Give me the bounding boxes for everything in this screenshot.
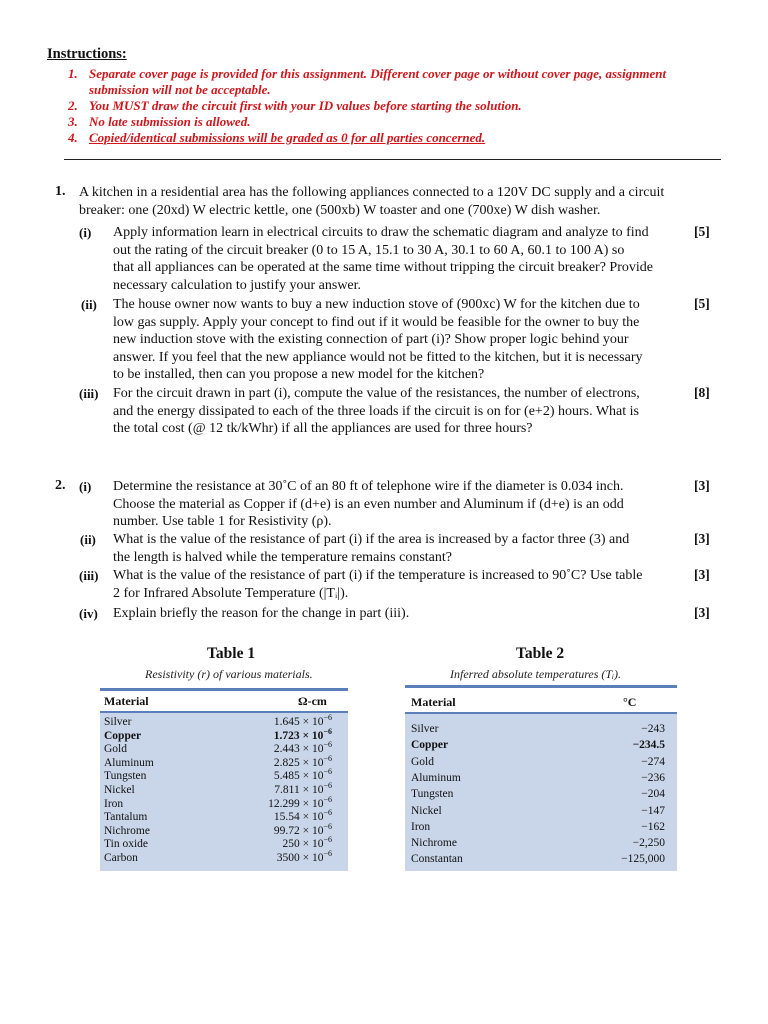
instruction-number: 3. — [68, 114, 78, 129]
table1-value-mantissa: 99.72 × 10 — [273, 824, 324, 837]
instruction-item — [68, 130, 748, 146]
table1-value-mantissa: 3500 × 10 — [276, 852, 324, 864]
instruction-item — [68, 114, 748, 130]
instruction-number: 4. — [68, 130, 78, 145]
table1-material-cell: Gold — [104, 743, 127, 756]
part-label: (i) — [79, 225, 92, 240]
part-line: Apply information learn in electrical circuits to draw the schematic diagram and analyze to find — [113, 225, 649, 240]
table1 — [100, 688, 348, 871]
table1-value-mantissa: 1.645 × 10 — [273, 716, 324, 728]
table1-value-exponent: −6 — [323, 781, 332, 791]
table2-value-cell: −234.5 — [632, 739, 665, 752]
instruction-text: Separate cover page is provided for this assignment. Different cover page or without cover page, assignment — [89, 66, 667, 81]
marks: [5] — [694, 224, 710, 239]
part-line: What is the value of the resistance of part (i) if the area is increased by a factor three (3) and — [113, 532, 630, 547]
part-line: to be installed, then can you propose a new model for the kitchen? — [113, 367, 485, 383]
table2-value-cell: −2,250 — [632, 837, 665, 850]
table1-value-exponent: −6 — [323, 740, 332, 750]
table2-value-cell: −147 — [641, 804, 665, 817]
table1-value-cell — [276, 849, 332, 865]
table1-value-mantissa: 2.443 × 10 — [273, 743, 324, 756]
table1-caption: Resistivity (r) of various materials. — [145, 667, 313, 681]
table2-material-cell: Silver — [411, 723, 439, 735]
part-line: new induction stove with the existing connection of part (i)? Show proper logic behind your — [113, 332, 629, 348]
part-line: out the rating of the circuit breaker (0 to 15 A, 15.1 to 30 A, 30.1 to 60 A, 60.1 to 100 A) so — [113, 242, 625, 258]
table1-value-exponent: −6 — [323, 821, 332, 831]
table1-material-cell: Carbon — [104, 852, 138, 864]
table1-title: Table 1 — [207, 645, 256, 662]
table2-material-cell: Gold — [411, 755, 434, 768]
instruction-text: You MUST draw the circuit first with your ID values before starting the solution. — [89, 98, 522, 113]
part-label: (ii) — [81, 297, 97, 312]
table2-col-unit: °C — [623, 695, 637, 709]
part-line: that all appliances can be operated at the same time without tripping the circuit breaker? Provide — [113, 260, 653, 276]
part-line: necessary calculation to justify your answer. — [113, 277, 362, 293]
table1-value-exponent: −6 — [323, 767, 332, 777]
table1-material-cell: Tantalum — [104, 811, 148, 824]
table1-value-exponent: −6 — [323, 849, 332, 859]
instruction-item — [68, 98, 748, 114]
table1-material-cell: Tungsten — [104, 770, 147, 783]
table2-title: Table 2 — [516, 645, 565, 662]
table1-material-cell: Nickel — [104, 784, 135, 796]
table1-value-mantissa: 15.54 × 10 — [273, 811, 324, 824]
instructions-title: Instructions: — [47, 46, 127, 62]
table2-value-cell: −243 — [641, 723, 665, 735]
divider — [64, 159, 721, 160]
table2-material-cell: Tungsten — [411, 788, 454, 801]
table2-col-material: Material — [411, 695, 456, 709]
table1-value-exponent: −6 — [323, 726, 332, 736]
table2-caption: Inferred absolute temperatures (Tᵢ). — [450, 667, 621, 681]
question-intro-line: A kitchen in a residential area has the following appliances connected to a 120V DC supply and a circuit — [79, 185, 665, 200]
table1-value-mantissa: 12.299 × 10 — [268, 797, 324, 810]
part-label: (iii) — [79, 568, 99, 583]
table1-material-cell: Tin oxide — [104, 838, 148, 851]
part-line: For the circuit drawn in part (i), compute the value of the resistances, the number of electrons, — [113, 386, 640, 401]
instruction-number: 1. — [68, 66, 78, 81]
table1-col-material: Material — [104, 694, 149, 708]
table1-value-exponent: −6 — [323, 713, 332, 723]
table2-material-cell: Nickel — [411, 804, 442, 817]
table1-value-mantissa: 5.485 × 10 — [273, 770, 324, 783]
part-line: Choose the material as Copper if (d+e) is an even number and Aluminum if (d+e) is an odd — [113, 496, 624, 512]
table2-material-cell: Iron — [411, 820, 431, 833]
table1-value-mantissa: 7.811 × 10 — [274, 784, 324, 796]
table1-col-unit: Ω-cm — [298, 694, 327, 708]
part-line: number. Use table 1 for Resistivity (ρ). — [113, 514, 332, 530]
table2 — [405, 685, 677, 871]
marks: [8] — [694, 385, 710, 400]
table1-value-exponent: −6 — [323, 753, 332, 763]
part-label: (iii) — [79, 386, 99, 401]
marks: [5] — [694, 296, 710, 311]
table2-value-cell: −162 — [641, 820, 665, 833]
marks: [3] — [694, 605, 710, 620]
table1-value-mantissa: 250 × 10 — [282, 838, 324, 851]
table2-value-cell: −274 — [641, 755, 665, 768]
instruction-item — [68, 66, 748, 98]
part-label: (i) — [79, 479, 92, 494]
table1-value-mantissa: 2.825 × 10 — [273, 756, 324, 769]
part-line: the length is halved while the temperature remains constant? — [113, 549, 452, 565]
table2-value-cell: −236 — [641, 771, 665, 784]
table1-material-cell: Aluminum — [104, 756, 154, 769]
question-number: 2. — [55, 478, 66, 493]
part-line: What is the value of the resistance of part (i) if the temperature is increased to 90˚C? Use table — [113, 568, 643, 583]
table1-material-cell: Silver — [104, 716, 132, 728]
table2-material-cell: Nichrome — [411, 837, 457, 850]
part-line: 2 for Infrared Absolute Temperature (|Tᵢ|). — [113, 585, 349, 601]
part-line: Explain briefly the reason for the change in part (iii). — [113, 606, 410, 621]
table1-material-cell: Copper — [104, 729, 142, 742]
table1-value-exponent: −6 — [323, 808, 332, 818]
table2-value-cell: −204 — [641, 788, 665, 801]
table2-material-cell: Aluminum — [411, 771, 461, 784]
question-number: 1. — [55, 184, 66, 199]
part-label: (ii) — [80, 532, 96, 547]
part-line: the total cost (@ 12 tk/kWhr) if all the appliances are used for three hours? — [113, 421, 533, 437]
table2-value-cell: −125,000 — [621, 853, 665, 866]
part-line: and the energy dissipated to each of the three loads if the circuit is on for (e+2) hours. What is — [113, 403, 639, 419]
part-line: low gas supply. Apply your concept to find out if it would be feasible for the owner to buy the — [113, 314, 640, 330]
table1-value-exponent: −6 — [323, 835, 332, 845]
part-line: answer. If you feel that the new appliance would not be fitted to the kitchen, but it is necessary — [113, 349, 643, 365]
marks: [3] — [694, 567, 710, 582]
marks: [3] — [694, 478, 710, 493]
table2-material-cell: Copper — [411, 739, 449, 752]
instruction-text: No late submission is allowed. — [89, 114, 251, 129]
part-line: The house owner now wants to buy a new induction stove of (900xc) W for the kitchen due to — [113, 297, 640, 312]
table2-material-cell: Constantan — [411, 853, 463, 866]
marks: [3] — [694, 531, 710, 546]
instruction-number: 2. — [68, 98, 78, 113]
table1-material-cell: Iron — [104, 797, 124, 810]
table1-material-cell: Nichrome — [104, 824, 150, 837]
part-label: (iv) — [79, 606, 98, 621]
instruction-text: submission will not be acceptable. — [89, 82, 271, 97]
table1-value-mantissa: 1.723 × 10 — [273, 729, 324, 742]
table1-value-exponent: −6 — [323, 794, 332, 804]
question-intro-line: breaker: one (20xd) W electric kettle, one (500xb) W toaster and one (700xe) W dish washer. — [79, 202, 601, 218]
part-line: Determine the resistance at 30˚C of an 80 ft of telephone wire if the diameter is 0.034 inch. — [113, 479, 624, 494]
instruction-text: Copied/identical submissions will be graded as 0 for all parties concerned. — [89, 130, 486, 145]
